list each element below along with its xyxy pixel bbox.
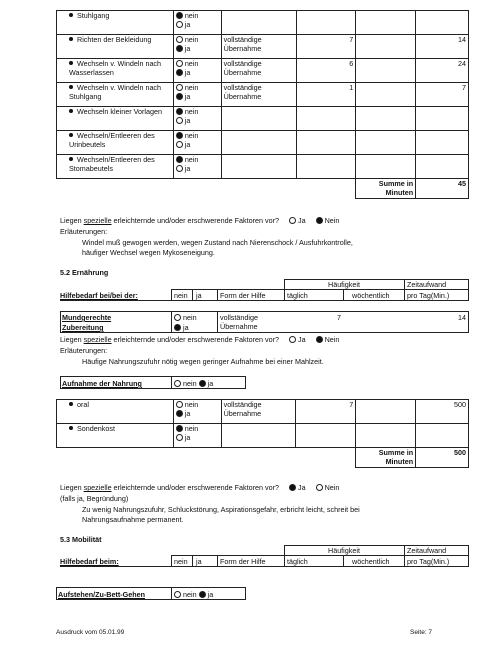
begruendung-text-2: Nahrungsaufnahme permanent. <box>82 515 184 524</box>
radio-nein[interactable]: Nein <box>316 335 340 344</box>
row-form <box>221 131 296 155</box>
row-radio-nein[interactable]: nein <box>176 59 219 68</box>
col-ja: ja <box>196 557 202 566</box>
row-haeufigkeit <box>296 107 356 131</box>
row-label: Wechseln/Entleeren des Urinbeutels <box>57 131 174 155</box>
factors-question-1: Liegen spezielle erleichternde und/oder erschwerende Faktoren vor? Ja Nein <box>60 216 340 225</box>
row-radio-ja[interactable]: ja <box>176 20 219 29</box>
radio-nein[interactable]: Nein <box>316 483 340 492</box>
col-woechentlich: wöchentlich <box>352 291 390 300</box>
row-form <box>221 11 296 35</box>
row-zeit: 24 <box>416 59 469 83</box>
footer-print-date: Ausdruck vom 05.01.99 <box>56 629 125 636</box>
factors-question-2: Liegen spezielle erleichternde und/oder erschwerende Faktoren vor? Ja Nein <box>60 335 340 344</box>
mobilitaet-header <box>60 545 469 567</box>
row-woechentlich <box>356 131 416 155</box>
row-woechentlich <box>356 107 416 131</box>
row-haeufigkeit <box>296 155 356 179</box>
col-taeglich: täglich <box>287 557 308 566</box>
row-haeufigkeit <box>296 424 356 448</box>
row-woechentlich <box>356 11 416 35</box>
row-radio-nein[interactable]: nein <box>176 107 219 116</box>
mund-radio-ja[interactable]: ja <box>174 323 189 332</box>
row-radio-nein[interactable]: nein <box>176 424 219 433</box>
col-ja: ja <box>196 291 202 300</box>
row-radios <box>173 11 221 35</box>
row-radios <box>173 400 221 424</box>
row-zeit <box>416 11 469 35</box>
table-row <box>57 131 469 155</box>
summe-value: 500 <box>416 448 469 468</box>
table-row <box>57 400 469 424</box>
row-radios <box>173 59 221 83</box>
erlaeuterungen-label-1: Erläuterungen: <box>60 227 108 236</box>
row-label: Wechseln v. Windeln nach Wasserlassen <box>57 59 174 83</box>
table-row <box>57 155 469 179</box>
row-label: Wechseln/Entleeren des Stomabeutels <box>57 155 174 179</box>
aufnahme-box <box>60 376 246 389</box>
row-woechentlich <box>356 59 416 83</box>
erlaeuterungen-text-1: Windel muß gewogen werden, wegen Zustand nach Nierenschock / Ausfuhrkontrolle, <box>82 238 353 247</box>
row-haeufigkeit <box>296 131 356 155</box>
mundgerechte-row <box>60 311 469 333</box>
mund-label-2: Zubereitung <box>62 323 104 332</box>
mund-radio-nein[interactable]: nein <box>174 313 197 322</box>
table-row <box>57 107 469 131</box>
row-radio-nein[interactable]: nein <box>176 155 219 164</box>
row-radio-ja[interactable]: ja <box>176 409 219 418</box>
row-zeit: 14 <box>416 35 469 59</box>
row-woechentlich <box>356 83 416 107</box>
col-haeufigkeit: Häufigkeit <box>328 280 360 289</box>
col-nein: nein <box>174 557 188 566</box>
row-radio-ja[interactable]: ja <box>176 44 219 53</box>
row-radio-ja[interactable]: ja <box>176 92 219 101</box>
row-form <box>221 155 296 179</box>
row-radios <box>173 155 221 179</box>
row-form: vollständige Übernahme <box>221 59 296 83</box>
mund-zeit: 14 <box>458 313 466 322</box>
row-haeufigkeit: 1 <box>296 83 356 107</box>
hilfebedarf-label: Hilfebedarf bei/bei der: <box>60 291 138 300</box>
row-label: oral <box>57 400 174 424</box>
row-form: vollständige Übernahme <box>221 35 296 59</box>
table-row <box>57 35 469 59</box>
erlaeuterungen-label-2: Erläuterungen: <box>60 346 108 355</box>
erlaeuterungen-text-3: Häufige Nahrungszufuhr nötig wegen geringer Aufnahme bei einer Mahlzeit. <box>82 357 324 366</box>
col-nein: nein <box>174 291 188 300</box>
row-radio-ja[interactable]: ja <box>176 164 219 173</box>
mund-form: vollständige Übernahme <box>220 313 258 331</box>
begruendung-label: (falls ja, Begründung) <box>60 494 129 503</box>
col-woechentlich: wöchentlich <box>352 557 390 566</box>
col-taeglich: täglich <box>287 291 308 300</box>
row-radio-nein[interactable]: nein <box>176 83 219 92</box>
section-heading-ernaehrung: 5.2 Ernährung <box>60 268 109 277</box>
row-form: vollständige Übernahme <box>221 83 296 107</box>
row-woechentlich <box>356 35 416 59</box>
row-radio-ja[interactable]: ja <box>176 433 219 442</box>
row-zeit <box>416 107 469 131</box>
footer-page-number: Seite: 7 <box>410 629 433 636</box>
row-woechentlich <box>356 400 416 424</box>
summe-row <box>57 179 469 199</box>
col-form: Form der Hilfe <box>220 557 266 566</box>
row-radio-ja[interactable]: ja <box>176 68 219 77</box>
row-label: Stuhlgang <box>57 11 174 35</box>
radio-nein[interactable]: Nein <box>316 216 340 225</box>
row-radio-nein[interactable]: nein <box>176 400 219 409</box>
begruendung-text-1: Zu wenig Nahrungszufuhr, Schluckstörung, Aspirationsgefahr, erbricht leicht, schreit bei <box>82 505 360 514</box>
aufstehen-label: Aufstehen/Zu-Bett-Gehen <box>58 590 146 599</box>
col-zeitaufwand: Zeitaufwand <box>407 280 447 289</box>
row-radios <box>173 131 221 155</box>
row-radios <box>173 83 221 107</box>
row-woechentlich <box>356 155 416 179</box>
row-zeit: 500 <box>416 400 469 424</box>
col-haeufigkeit: Häufigkeit <box>328 546 360 555</box>
erlaeuterungen-text-2: häufiger Wechsel wegen Mykoseneigung. <box>82 248 215 257</box>
aufnahme-radios[interactable]: nein ja <box>174 379 213 388</box>
row-form <box>221 107 296 131</box>
col-protag: pro Tag(Min.) <box>407 291 450 300</box>
row-haeufigkeit: 6 <box>296 59 356 83</box>
row-label: Richten der Bekleidung <box>57 35 174 59</box>
col-zeitaufwand: Zeitaufwand <box>407 546 447 555</box>
summe-label: Summe in Minuten <box>356 448 416 468</box>
row-radio-ja[interactable]: ja <box>176 140 219 149</box>
aufnahme-table <box>56 399 469 468</box>
table-row <box>57 83 469 107</box>
row-radios <box>173 35 221 59</box>
row-zeit <box>416 155 469 179</box>
summe-value: 45 <box>416 179 469 199</box>
mund-haeufigkeit: 7 <box>337 313 341 322</box>
aufnahme-label: Aufnahme der Nahrung <box>62 379 142 388</box>
aufstehen-box <box>56 587 246 600</box>
ernaehrung-header <box>60 279 469 301</box>
row-haeufigkeit <box>296 11 356 35</box>
ausscheidung-table <box>56 10 469 199</box>
row-form: vollständige Übernahme <box>221 400 296 424</box>
row-haeufigkeit: 7 <box>296 35 356 59</box>
summe-label: Summe in Minuten <box>356 179 416 199</box>
table-row <box>57 424 469 448</box>
table-row <box>57 59 469 83</box>
radio-ja[interactable]: Ja <box>289 483 306 492</box>
radio-ja[interactable]: Ja <box>289 335 306 344</box>
row-label: Sondenkost <box>57 424 174 448</box>
row-label: Wechseln v. Windeln nach Stuhlgang <box>57 83 174 107</box>
row-radio-nein[interactable]: nein <box>176 35 219 44</box>
factors-question-3: Liegen spezielle erleichternde und/oder erschwerende Faktoren vor? Ja Nein <box>60 483 340 492</box>
col-protag: pro Tag(Min.) <box>407 557 450 566</box>
col-form: Form der Hilfe <box>220 291 266 300</box>
row-radios <box>173 107 221 131</box>
radio-ja[interactable]: Ja <box>289 216 306 225</box>
row-woechentlich <box>356 424 416 448</box>
mund-label-1: Mundgerechte <box>62 313 112 322</box>
aufstehen-radios[interactable]: nein ja <box>174 590 213 599</box>
row-radios <box>173 424 221 448</box>
row-zeit: 7 <box>416 83 469 107</box>
section-heading-mobilitaet: 5.3 Mobilität <box>60 535 102 544</box>
row-haeufigkeit: 7 <box>296 400 356 424</box>
summe-row <box>57 448 469 468</box>
row-zeit <box>416 131 469 155</box>
row-radio-nein[interactable]: nein <box>176 131 219 140</box>
table-row <box>57 11 469 35</box>
row-label: Wechseln kleiner Vorlagen <box>57 107 174 131</box>
hilfebedarf-label: Hilfebedarf beim: <box>60 557 119 566</box>
row-zeit <box>416 424 469 448</box>
row-radio-nein[interactable]: nein <box>176 11 219 20</box>
row-form <box>221 424 296 448</box>
row-radio-ja[interactable]: ja <box>176 116 219 125</box>
